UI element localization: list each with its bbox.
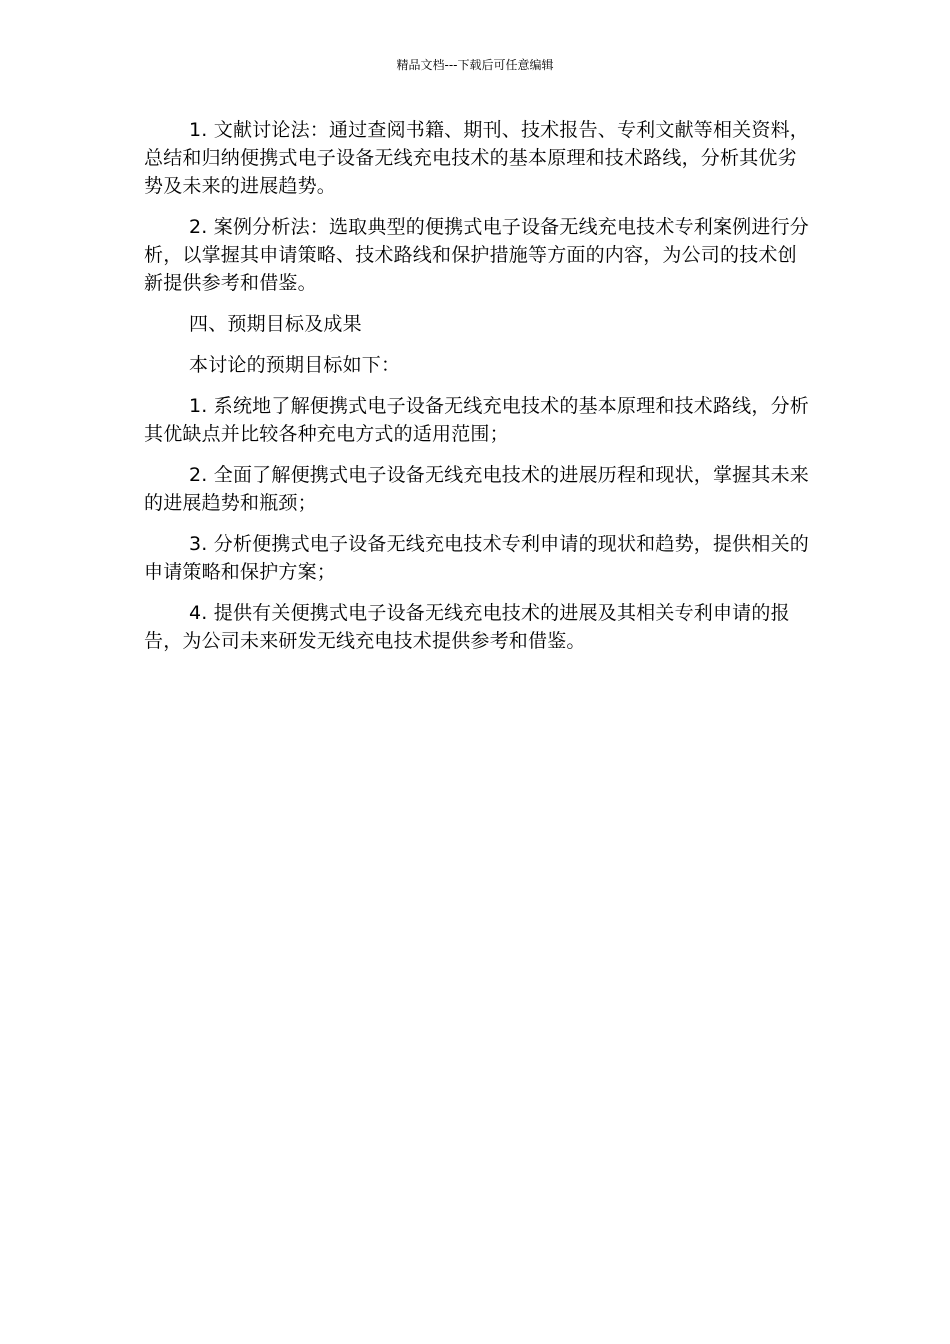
paragraph-goal-3: 3. 分析便携式电子设备无线充电技术专利申请的现状和趋势，提供相关的申请策略和保护方案； bbox=[144, 533, 809, 583]
paragraph-goal-4: 4. 提供有关便携式电子设备无线充电技术的进展及其相关专利申请的报告，为公司未来研发无线充电技术提供参考和借鉴。 bbox=[144, 602, 790, 652]
section-heading-expected-goals: 四、预期目标及成果 bbox=[189, 313, 362, 335]
paragraph-goals-intro: 本讨论的预期目标如下： bbox=[189, 354, 401, 376]
paragraph-method-case-analysis: 2. 案例分析法：选取典型的便携式电子设备无线充电技术专利案例进行分析，以掌握其申请策略、技术路线和保护措施等方面的内容，为公司的技术创新提供参考和借鉴。 bbox=[144, 216, 809, 294]
paragraph-goal-1: 1. 系统地了解便携式电子设备无线充电技术的基本原理和技术路线，分析其优缺点并比较各种充电方式的适用范围； bbox=[144, 395, 809, 445]
page-header-watermark: 精品文档---下载后可任意编辑 bbox=[396, 58, 554, 72]
document-body bbox=[144, 116, 809, 668]
paragraph-goal-2: 2. 全面了解便携式电子设备无线充电技术的进展历程和现状，掌握其未来的进展趋势和瓶颈； bbox=[144, 464, 809, 514]
paragraph-method-literature: 1. 文献讨论法：通过查阅书籍、期刊、技术报告、专利文献等相关资料，总结和归纳便携式电子设备无线充电技术的基本原理和技术路线，分析其优劣势及未来的进展趋势。 bbox=[144, 119, 809, 197]
